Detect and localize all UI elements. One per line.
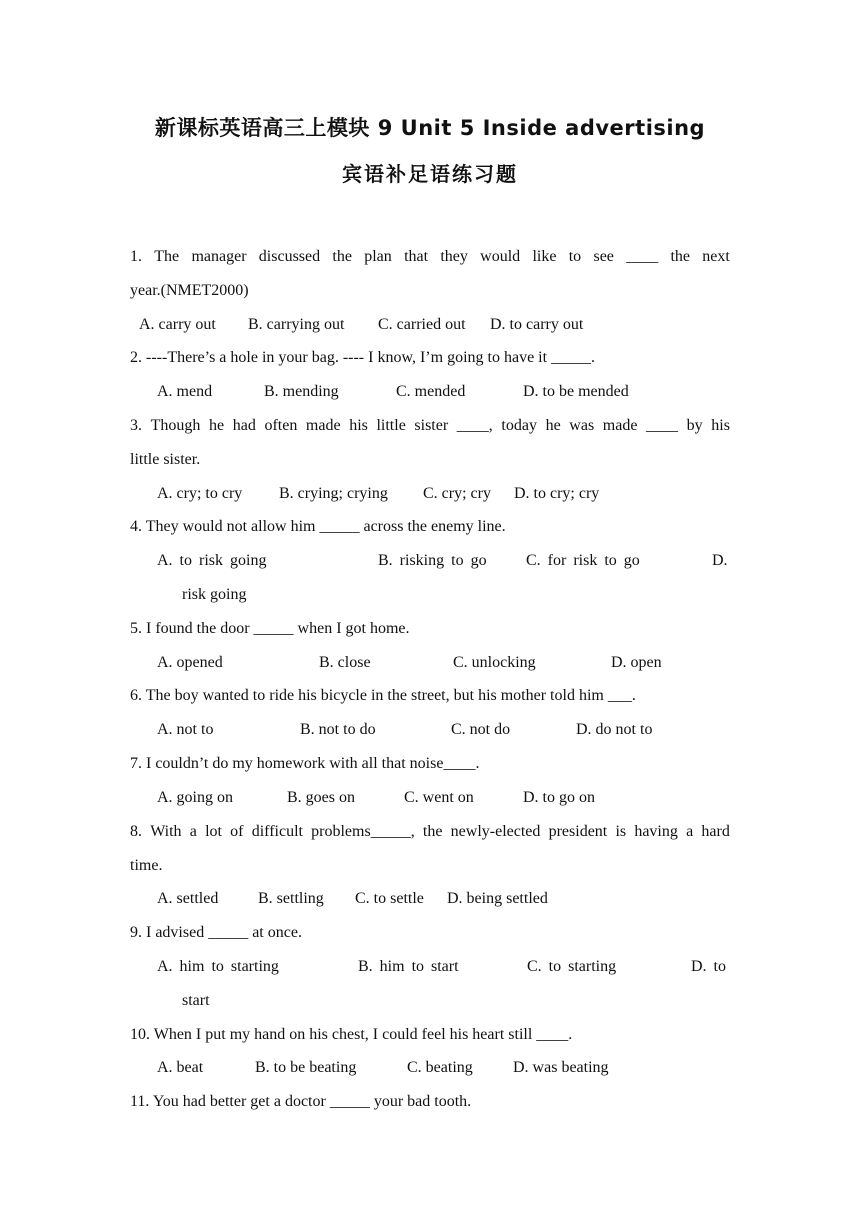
q4-option-c: C. for risk to go xyxy=(526,552,640,569)
word: lot xyxy=(205,823,222,840)
word: ____, xyxy=(456,417,493,434)
word: difficult xyxy=(251,823,303,840)
q8-option-c: C. to settle xyxy=(355,890,424,907)
q5-option-b: B. close xyxy=(319,654,371,671)
word: made xyxy=(602,417,638,434)
q9-option-c: C. to starting xyxy=(527,958,617,975)
word: problems_____, xyxy=(311,823,415,840)
word: ____ xyxy=(646,417,679,434)
q2-option-b: B. mending xyxy=(264,383,339,400)
word: newly-elected xyxy=(450,823,541,840)
q6-option-c: C. not do xyxy=(451,721,511,738)
word: hard xyxy=(701,823,730,840)
word: plan xyxy=(364,248,392,265)
q2-option-c: C. mended xyxy=(396,383,466,400)
word: the xyxy=(422,823,443,840)
q10-option-d: D. was beating xyxy=(513,1059,609,1076)
word: 3. xyxy=(130,417,142,434)
word: that xyxy=(404,248,429,265)
question-1-text xyxy=(130,247,730,267)
word: to xyxy=(568,248,582,265)
word: often xyxy=(264,417,298,434)
q2-option-d: D. to be mended xyxy=(523,383,629,400)
word: had xyxy=(232,417,256,434)
q9-option-b: B. him to start xyxy=(358,958,459,975)
q3-option-a: A. cry; to cry xyxy=(157,485,243,502)
word: today xyxy=(501,417,537,434)
word: would xyxy=(480,248,521,265)
q3-option-d: D. to cry; cry xyxy=(514,485,600,502)
word: see xyxy=(593,248,614,265)
word: sister xyxy=(414,417,449,434)
question-1-text-cont: year.(NMET2000) xyxy=(130,282,249,299)
q5-option-a: A. opened xyxy=(157,654,223,671)
q2-option-a: A. mend xyxy=(157,383,213,400)
word: the xyxy=(332,248,352,265)
q10-option-c: C. beating xyxy=(407,1059,473,1076)
word: of xyxy=(230,823,244,840)
word: is xyxy=(615,823,627,840)
word: little xyxy=(376,417,406,434)
q3-option-b: B. crying; crying xyxy=(279,485,388,502)
q3-option-c: C. cry; cry xyxy=(423,485,491,502)
q1-option-a: A. carry out xyxy=(139,316,216,333)
question-10-text: 10. When I put my hand on his chest, I could feel his heart still ____. xyxy=(130,1026,573,1043)
word: by xyxy=(686,417,703,434)
question-3-text xyxy=(130,416,730,436)
q1-option-b: B. carrying out xyxy=(248,316,345,333)
word: having xyxy=(634,823,678,840)
question-4-text: 4. They would not allow him _____ across the enemy line. xyxy=(130,518,506,535)
document-subtitle: 宾语补足语练习题 xyxy=(342,162,518,186)
word: like xyxy=(532,248,557,265)
q9-option-d-cont: start xyxy=(182,992,210,1009)
q9-option-d: D. to xyxy=(691,958,726,975)
q4-option-d-cont: risk going xyxy=(182,586,247,603)
word: discussed xyxy=(258,248,321,265)
document-title: 新课标英语高三上模块 9 Unit 5 Inside advertising xyxy=(154,116,706,140)
q9-option-a: A. him to starting xyxy=(157,958,279,975)
question-7-text: 7. I couldn’t do my homework with all that noise____. xyxy=(130,755,480,772)
word: he xyxy=(209,417,225,434)
q5-option-d: D. open xyxy=(611,654,662,671)
word: ____ xyxy=(626,248,659,265)
word: he xyxy=(545,417,561,434)
q6-option-d: D. do not to xyxy=(576,721,653,738)
word: they xyxy=(440,248,468,265)
q7-option-b: B. goes on xyxy=(287,789,355,806)
word: was xyxy=(569,417,595,434)
question-8-text-cont: time. xyxy=(130,857,163,874)
word: next xyxy=(702,248,730,265)
question-8-text xyxy=(130,822,730,842)
word: The xyxy=(154,248,180,265)
question-3-text-cont: little sister. xyxy=(130,451,201,468)
q6-option-b: B. not to do xyxy=(300,721,376,738)
word: president xyxy=(548,823,608,840)
word: 8. xyxy=(130,823,142,840)
word: With xyxy=(150,823,182,840)
q8-option-a: A. settled xyxy=(157,890,219,907)
word: the xyxy=(670,248,691,265)
word: manager xyxy=(191,248,247,265)
q4-option-b: B. risking to go xyxy=(378,552,487,569)
q4-option-a: A. to risk going xyxy=(157,552,267,569)
question-9-text: 9. I advised _____ at once. xyxy=(130,924,302,941)
q1-option-c: C. carried out xyxy=(378,316,466,333)
q5-option-c: C. unlocking xyxy=(453,654,536,671)
word: his xyxy=(349,417,368,434)
q7-option-a: A. going on xyxy=(157,789,233,806)
question-5-text: 5. I found the door _____ when I got home. xyxy=(130,620,410,637)
word: 1. xyxy=(130,248,142,265)
word: his xyxy=(711,417,730,434)
q8-option-d: D. being settled xyxy=(447,890,548,907)
word: Though xyxy=(150,417,201,434)
question-11-text: 11. You had better get a doctor _____ your bad tooth. xyxy=(130,1093,472,1110)
q10-option-a: A. beat xyxy=(157,1059,204,1076)
q7-option-c: C. went on xyxy=(404,789,474,806)
q7-option-d: D. to go on xyxy=(523,789,595,806)
word: a xyxy=(189,823,197,840)
q4-option-d: D. xyxy=(712,552,728,569)
question-2-text: 2. ----There’s a hole in your bag. ---- I know, I’m going to have it _____. xyxy=(130,349,596,366)
q6-option-a: A. not to xyxy=(157,721,214,738)
word: a xyxy=(686,823,694,840)
q10-option-b: B. to be beating xyxy=(255,1059,357,1076)
q8-option-b: B. settling xyxy=(258,890,324,907)
word: made xyxy=(305,417,341,434)
q1-option-d: D. to carry out xyxy=(490,316,584,333)
question-6-text: 6. The boy wanted to ride his bicycle in the street, but his mother told him ___. xyxy=(130,687,636,704)
